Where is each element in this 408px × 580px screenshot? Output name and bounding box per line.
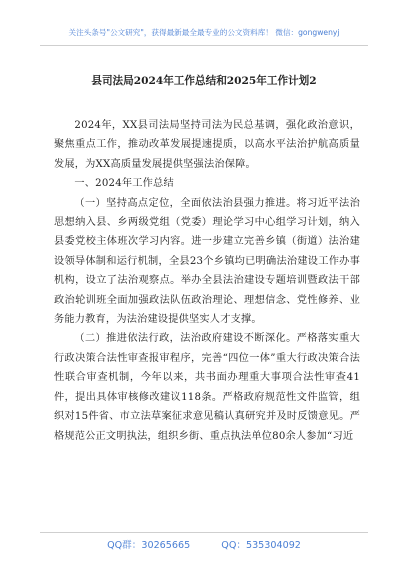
body-paragraph: （二）推进依法行政，法治政府建设不断深化。严格落实重大行政决策合法性审查报审程序，完善“四位一体”重大行政决策合法性联合审查机制，今年以来，共书面办理重大事项合法性审查41件，提出具体审核修改建议118条。严格政府规范性文件监管，组织对15件省、市立法草案征求意见稿认真研究并及时反馈意见。严格规范公正文明执法，组织乡街、重点执法单位80余人参加“习近: [54, 333, 360, 442]
section-heading: 一、2024年工作总结: [74, 178, 174, 190]
intro-paragraph: 2024年，XX县司法局坚持司法为民总基调，强化政治意识，聚焦重点工作，推动改革发展提速提质，以高水平法治护航高质量发展，为XX高质量发展提供坚强法治保障。: [54, 120, 360, 170]
body-paragraph: （一）坚持高点定位，全面依法治县强力推进。将习近平法治思想纳入县、乡两级党组（党委）理论学习中心组学习计划，纳入县委党校主体班次学习内容。进一步建立完善乡镇（街道）法治建设领导体制和运行机制，全县23个乡镇均已明确法治建设工作办事机构，设立了法治观察点。举办全县法治建设专题培训暨政法干部政治轮训班全面加强政法队伍政治理论、理想信念、党性修养、业务能力教育，为法治建设提供坚实人才支撑。: [54, 197, 360, 326]
qq-group-text: QQ群：30265665: [107, 540, 191, 551]
header-banner: 关注头条号"公文研究"，获得最新最全最专业的公文资料库！ 微信：gongwenyj: [68, 28, 340, 37]
footer-divider: [40, 532, 368, 533]
header-divider: [40, 45, 368, 46]
document-title: 县司法局2024年工作总结和2025年工作计划2: [91, 75, 317, 87]
footer-contact: [0, 537, 408, 551]
document-body: [54, 116, 360, 446]
qq-text: QQ：535304092: [221, 540, 301, 551]
